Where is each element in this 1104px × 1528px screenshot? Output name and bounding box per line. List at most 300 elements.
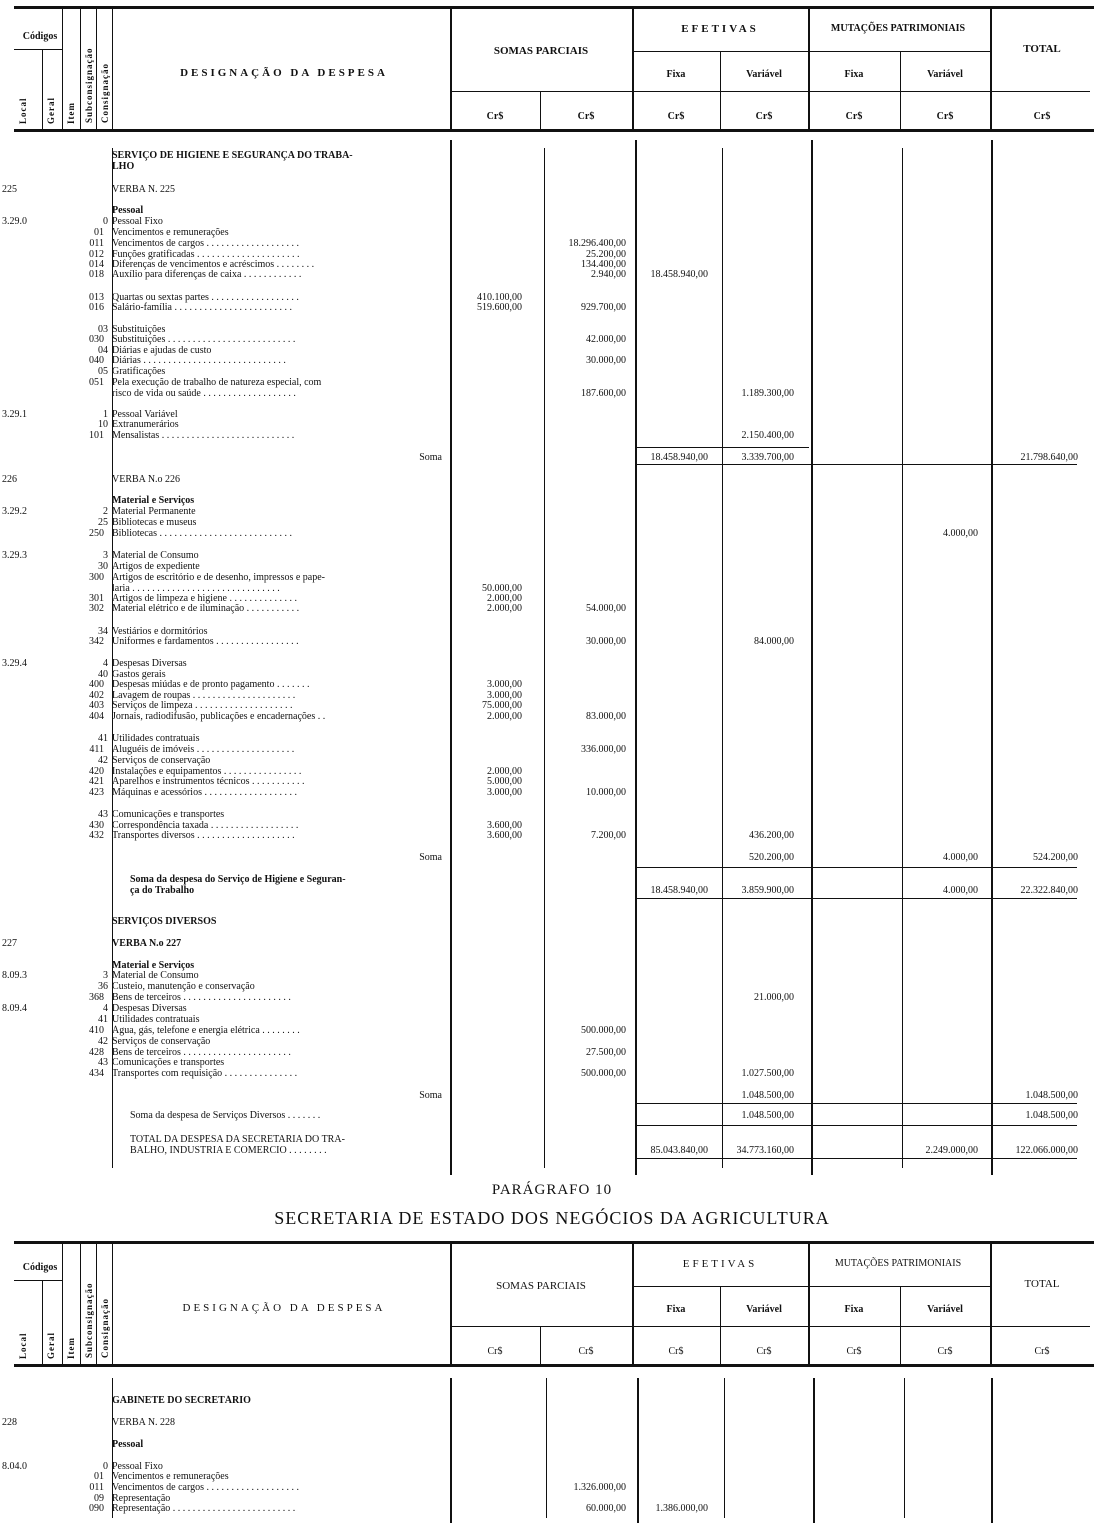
rule xyxy=(14,49,62,50)
ledger-row xyxy=(0,474,1080,485)
efetiva-variavel: 1.027.500,00 xyxy=(741,1068,794,1079)
rule xyxy=(637,1125,1077,1126)
rule xyxy=(62,9,63,129)
description: Material e Serviços xyxy=(112,960,195,971)
code-sub: 432 xyxy=(89,830,104,841)
header-somas-parciais: SOMAS PARCIAIS xyxy=(496,1280,586,1292)
rule xyxy=(96,9,97,129)
rule xyxy=(42,1280,43,1364)
ledger-row xyxy=(0,184,1080,195)
description: VERBA N.o 227 xyxy=(112,938,182,949)
description: Funções gratificadas . . . . . . . . . . . . . . . . . . . . . xyxy=(112,249,300,260)
code-sub: 301 xyxy=(89,593,104,604)
partial-sum-2: 30.000,00 xyxy=(586,355,626,366)
currency-mfixa: Cr$ xyxy=(845,111,863,122)
code-sub: 421 xyxy=(89,776,104,787)
code-sub: 423 xyxy=(89,787,104,798)
rule xyxy=(632,1286,990,1287)
ledger-row xyxy=(0,1417,1080,1428)
partial-sum-2: 1.326.000,00 xyxy=(573,1482,626,1493)
ledger-row xyxy=(0,366,1080,377)
efetiva-variavel: 21.000,00 xyxy=(754,992,794,1003)
ledger-row xyxy=(0,550,1080,561)
header-mutacoes: MUTAÇÕES PATRIMONIAIS xyxy=(834,1258,962,1269)
partial-sum-1: 3.000,00 xyxy=(487,787,522,798)
description: VERBA N. 225 xyxy=(112,184,176,195)
rule xyxy=(80,1244,81,1364)
code-sub: 250 xyxy=(89,528,104,539)
header-row xyxy=(14,6,1094,132)
ledger-row xyxy=(0,1025,1080,1036)
code-sub: 430 xyxy=(89,820,104,831)
partial-sum-2: 18.296.400,00 xyxy=(568,238,626,249)
description: Material elétrico e de iluminação . . . . . . . . . . . xyxy=(112,603,300,614)
total-value: 21.798.640,00 xyxy=(1020,452,1078,463)
description: Artigos de expediente xyxy=(112,561,200,572)
partial-sum-1: 3.600,00 xyxy=(487,830,522,841)
description: Artigos de escritório e de desenho, impressos e pape- xyxy=(112,572,325,583)
description: Soma da despesa do Serviço de Higiene e Seguran- xyxy=(130,874,346,885)
rule xyxy=(14,1280,62,1281)
code-item: 30 xyxy=(98,561,108,572)
rule xyxy=(990,1244,992,1364)
rule xyxy=(632,51,990,52)
description: Pessoal xyxy=(112,1439,144,1450)
currency-total: Cr$ xyxy=(1034,1346,1050,1357)
description: Quartas ou sextas partes . . . . . . . . . . . . . . . . . . xyxy=(112,292,299,303)
rule xyxy=(637,464,1077,465)
ledger-row xyxy=(0,377,1080,388)
ledger-row xyxy=(0,809,1080,820)
description: Soma xyxy=(419,852,442,863)
code-sub: 420 xyxy=(89,766,104,777)
code-item: 43 xyxy=(98,809,108,820)
description: Artigos de limpeza e higiene . . . . . . . . . . . . . . xyxy=(112,593,297,604)
code-sub: 411 xyxy=(89,744,104,755)
header-geral: Geral xyxy=(46,97,56,124)
description: Soma da despesa de Serviços Diversos . . . . . . . xyxy=(130,1110,321,1121)
description: Aluguéis de imóveis . . . . . . . . . . . . . . . . . . . . xyxy=(112,744,295,755)
ledger-row xyxy=(0,302,1080,313)
ledger-row xyxy=(0,355,1080,366)
description: Diferenças de vencimentos e acréscimos . . . . . . . . xyxy=(112,259,315,270)
code-sub: 368 xyxy=(89,992,104,1003)
currency-fixa: Cr$ xyxy=(667,111,685,122)
description: Pela execução de trabalho de natureza especial, com xyxy=(112,377,322,388)
description: SERVIÇOS DIVERSOS xyxy=(112,916,217,927)
ledger-row xyxy=(0,938,1080,949)
currency-var: Cr$ xyxy=(756,1346,772,1357)
description: Material de Consumo xyxy=(112,550,199,561)
ledger-row xyxy=(0,733,1080,744)
description: Aparelhos e instrumentos técnicos . . . . . . . . . . . xyxy=(112,776,305,787)
code-sub: 101 xyxy=(89,430,104,441)
header-designacao: DESIGNAÇÃO DA DESPESA xyxy=(182,1302,386,1314)
code-item: 34 xyxy=(98,626,108,637)
header-variavel-2: Variável xyxy=(927,69,963,80)
description: Jornais, radiodifusão, publicações e encadernações . . xyxy=(112,711,326,722)
rule xyxy=(80,9,81,129)
description: Gastos gerais xyxy=(112,669,166,680)
description: SERVIÇO DE HIGIENE E SEGURANÇA DO TRABA- xyxy=(112,150,353,161)
header-fixa-1: Fixa xyxy=(666,69,686,80)
ledger-row xyxy=(0,1134,1080,1145)
description: Bibliotecas . . . . . . . . . . . . . . . . . . . . . . . . . . . xyxy=(112,528,292,539)
code-local: 3.29.0 xyxy=(2,216,27,227)
code-local: 3.29.1 xyxy=(2,409,27,420)
rule xyxy=(632,1244,634,1364)
secretaria-title: SECRETARIA DE ESTADO DOS NEGÓCIOS DA AGRICULTURA xyxy=(274,1208,830,1228)
ledger-row xyxy=(0,1003,1080,1014)
ledger-row xyxy=(0,495,1080,506)
partial-sum-2: 134.400,00 xyxy=(581,259,626,270)
ledger-row xyxy=(0,711,1080,722)
rule xyxy=(540,91,541,129)
rule xyxy=(96,1244,97,1364)
partial-sum-2: 929.700,00 xyxy=(581,302,626,313)
header-geral: Geral xyxy=(46,1332,56,1359)
description: Mensalistas . . . . . . . . . . . . . . . . . . . . . . . . . . . xyxy=(112,430,295,441)
code-local: 3.29.2 xyxy=(2,506,27,517)
description: VERBA N. 228 xyxy=(112,1417,176,1428)
description: Bens de terceiros . . . . . . . . . . . . . . . . . . . . . . xyxy=(112,992,291,1003)
code-sub: 030 xyxy=(89,334,104,345)
code-local: 225 xyxy=(2,184,17,195)
code-sub: 404 xyxy=(89,711,104,722)
code-sub: 011 xyxy=(89,238,104,249)
mutacao-variavel: 4.000,00 xyxy=(943,885,978,896)
efetiva-variavel: 84.000,00 xyxy=(754,636,794,647)
description: Vencimentos de cargos . . . . . . . . . . . . . . . . . . . xyxy=(112,238,300,249)
partial-sum-1: 2.000,00 xyxy=(487,766,522,777)
code-sub: 018 xyxy=(89,269,104,280)
description: Pessoal Variável xyxy=(112,409,178,420)
description: Comunicações e transportes xyxy=(112,1057,225,1068)
mutacao-variavel: 4.000,00 xyxy=(943,528,978,539)
code-item: 3 xyxy=(103,970,108,981)
efetiva-variavel: 3.339.700,00 xyxy=(741,452,794,463)
description: Vencimentos e remunerações xyxy=(112,227,229,238)
code-sub: 011 xyxy=(89,1482,104,1493)
header-total: TOTAL xyxy=(1024,1278,1060,1290)
code-local: 3.29.4 xyxy=(2,658,27,669)
rule xyxy=(720,1286,721,1364)
description: Representação xyxy=(112,1493,171,1504)
code-item: 25 xyxy=(98,517,108,528)
code-sub: 402 xyxy=(89,690,104,701)
ledger-row xyxy=(0,150,1080,161)
code-sub: 012 xyxy=(89,249,104,260)
code-item: 40 xyxy=(98,669,108,680)
rule xyxy=(900,1286,901,1364)
partial-sum-2: 60.000,00 xyxy=(586,1503,626,1514)
ledger-row xyxy=(0,561,1080,572)
description: Transportes diversos . . . . . . . . . . . . . . . . . . . . xyxy=(112,830,295,841)
currency-p1: Cr$ xyxy=(487,1346,503,1357)
description: risco de vida ou saúde . . . . . . . . . . . . . . . . . . . xyxy=(112,388,296,399)
code-item: 36 xyxy=(98,981,108,992)
partial-sum-1: 3.000,00 xyxy=(487,679,522,690)
ledger-row xyxy=(0,1439,1080,1450)
ledger-row xyxy=(0,787,1080,798)
ledger-row xyxy=(0,1110,1080,1121)
description: Comunicações e transportes xyxy=(112,809,225,820)
ledger-row xyxy=(0,506,1080,517)
ledger-row xyxy=(0,430,1080,441)
ledger-row xyxy=(0,1145,1080,1156)
code-item: 10 xyxy=(98,419,108,430)
description: Bens de terceiros . . . . . . . . . . . . . . . . . . . . . . xyxy=(112,1047,291,1058)
partial-sum-1: 50.000,00 xyxy=(482,583,522,594)
ledger-row xyxy=(0,992,1080,1003)
description: Correspondência taxada . . . . . . . . . . . . . . . . . . xyxy=(112,820,299,831)
code-sub: 300 xyxy=(89,572,104,583)
rule xyxy=(637,1158,1077,1159)
code-item: 1 xyxy=(103,409,108,420)
partial-sum-2: 30.000,00 xyxy=(586,636,626,647)
header-local: Local xyxy=(18,97,28,124)
description: Material e Serviços xyxy=(112,495,195,506)
header-consignacao: Consignação xyxy=(100,1297,110,1358)
header-item: Item xyxy=(66,1337,76,1359)
ledger-row xyxy=(0,874,1080,885)
table-header-1 xyxy=(14,6,1094,131)
code-item: 4 xyxy=(103,1003,108,1014)
ledger-row xyxy=(0,1471,1080,1482)
ledger-row xyxy=(0,334,1080,345)
ledger-row xyxy=(0,970,1080,981)
ledger-row xyxy=(0,1057,1080,1068)
efetiva-variavel: 2.150.400,00 xyxy=(741,430,794,441)
paragraph-heading: PARÁGRAFO 10 xyxy=(491,1182,613,1198)
header-codigos: Códigos xyxy=(22,31,58,42)
efetiva-fixa: 1.386.000,00 xyxy=(655,1503,708,1514)
rule xyxy=(62,1244,63,1364)
code-sub: 342 xyxy=(89,636,104,647)
rule xyxy=(450,1244,452,1364)
ledger-row xyxy=(0,830,1080,841)
code-sub: 302 xyxy=(89,603,104,614)
mutacao-variavel: 4.000,00 xyxy=(943,852,978,863)
partial-sum-1: 75.000,00 xyxy=(482,700,522,711)
ledger-row xyxy=(0,1482,1080,1493)
description: Transportes com requisição . . . . . . . . . . . . . . . xyxy=(112,1068,298,1079)
description: Custeio, manutenção e conservação xyxy=(112,981,255,992)
header-designacao: DESIGNAÇÃO DA DESPESA xyxy=(180,67,388,79)
description: Despesas miúdas e de pronto pagamento . . . . . . . xyxy=(112,679,310,690)
description: Soma xyxy=(419,1090,442,1101)
ledger-row xyxy=(0,528,1080,539)
partial-sum-2: 42.000,00 xyxy=(586,334,626,345)
description: Utilidades contratuais xyxy=(112,733,200,744)
header-efetivas: EFETIVAS xyxy=(681,23,759,35)
rule xyxy=(637,867,1077,868)
code-sub: 051 xyxy=(89,377,104,388)
header-mutacoes: MUTAÇÕES PATRIMONIAIS xyxy=(830,23,966,34)
efetiva-variavel: 1.189.300,00 xyxy=(741,388,794,399)
code-sub: 090 xyxy=(89,1503,104,1514)
partial-sum-1: 3.000,00 xyxy=(487,690,522,701)
currency-mvar: Cr$ xyxy=(936,111,954,122)
ledger-row xyxy=(0,603,1080,614)
rule xyxy=(112,9,113,129)
ledger-row xyxy=(0,227,1080,238)
header-fixa-2: Fixa xyxy=(844,69,864,80)
code-item: 0 xyxy=(103,216,108,227)
header-somas-parciais: SOMAS PARCIAIS xyxy=(493,45,589,57)
efetiva-variavel: 1.048.500,00 xyxy=(741,1090,794,1101)
code-sub: 040 xyxy=(89,355,104,366)
description: laria . . . . . . . . . . . . . . . . . . . . . . . . . . . . . . xyxy=(112,583,280,594)
code-local: 8.09.4 xyxy=(2,1003,27,1014)
description: Lavagem de roupas . . . . . . . . . . . . . . . . . . . . . xyxy=(112,690,296,701)
partial-sum-1: 2.000,00 xyxy=(487,711,522,722)
code-sub: 400 xyxy=(89,679,104,690)
rule xyxy=(720,51,721,129)
description: Gratificações xyxy=(112,366,166,377)
total-value: 1.048.500,00 xyxy=(1025,1090,1078,1101)
partial-sum-2: 500.000,00 xyxy=(581,1068,626,1079)
total-value: 1.048.500,00 xyxy=(1025,1110,1078,1121)
ledger-row xyxy=(0,700,1080,711)
efetiva-fixa: 85.043.840,00 xyxy=(650,1145,708,1156)
header-subconsignacao: Subconsignação xyxy=(84,1282,94,1358)
description: BALHO, INDUSTRIA E COMERCIO . . . . . . . . xyxy=(130,1145,327,1156)
ledger-row xyxy=(0,885,1080,896)
code-sub: 01 xyxy=(94,1471,104,1482)
rule xyxy=(637,447,809,448)
description: Pessoal Fixo xyxy=(112,216,163,227)
code-local: 227 xyxy=(2,938,17,949)
rule xyxy=(900,51,901,129)
table-header-2 xyxy=(14,1241,1094,1366)
code-local: 3.29.3 xyxy=(2,550,27,561)
description: Despesas Diversas xyxy=(112,658,187,669)
partial-sum-1: 5.000,00 xyxy=(487,776,522,787)
efetiva-variavel: 1.048.500,00 xyxy=(741,1110,794,1121)
code-sub: 410 xyxy=(89,1025,104,1036)
rule xyxy=(450,1326,1090,1327)
rule xyxy=(808,1244,810,1364)
partial-sum-2: 7.200,00 xyxy=(591,830,626,841)
currency-p1: Cr$ xyxy=(486,111,504,122)
header-consignacao: Consignação xyxy=(100,62,110,123)
ledger-row xyxy=(0,269,1080,280)
rule xyxy=(450,9,452,129)
description: Auxílio para diferenças de caixa . . . . . . . . . . . . xyxy=(112,269,302,280)
description: Diárias e ajudas de custo xyxy=(112,345,212,356)
currency-total: Cr$ xyxy=(1033,111,1051,122)
total-value: 524.200,00 xyxy=(1033,852,1078,863)
header-codigos: Códigos xyxy=(22,1262,58,1273)
code-item: 42 xyxy=(98,755,108,766)
code-item: 41 xyxy=(98,1014,108,1025)
mutacao-variavel: 2.249.000,00 xyxy=(925,1145,978,1156)
header-variavel-1: Variável xyxy=(746,1304,782,1315)
rule xyxy=(808,9,810,129)
partial-sum-2: 187.600,00 xyxy=(581,388,626,399)
ledger-row xyxy=(0,452,1080,463)
ledger-row xyxy=(0,1090,1080,1101)
currency-mfixa: Cr$ xyxy=(846,1346,862,1357)
header-item: Item xyxy=(66,102,76,124)
ledger-row xyxy=(0,572,1080,583)
description: Água, gás, telefone e energia elétrica . . . . . . . . xyxy=(112,1025,300,1036)
description: Utilidades contratuais xyxy=(112,1014,200,1025)
rule xyxy=(990,9,992,129)
ledger-row xyxy=(0,636,1080,647)
partial-sum-2: 336.000,00 xyxy=(581,744,626,755)
total-value: 122.066.000,00 xyxy=(1015,1145,1078,1156)
code-local: 8.09.3 xyxy=(2,970,27,981)
rule xyxy=(632,9,634,129)
partial-sum-2: 25.200,00 xyxy=(586,249,626,260)
description: ça do Trabalho xyxy=(130,885,195,896)
header-fixa-2: Fixa xyxy=(844,1304,864,1315)
efetiva-fixa: 18.458.940,00 xyxy=(650,885,708,896)
description: Bibliotecas e museus xyxy=(112,517,197,528)
partial-sum-2: 10.000,00 xyxy=(586,787,626,798)
description: Material Permanente xyxy=(112,506,196,517)
rule xyxy=(42,49,43,129)
description: Representação . . . . . . . . . . . . . . . . . . . . . . . . . xyxy=(112,1503,296,1514)
ledger-row xyxy=(0,776,1080,787)
ledger-row xyxy=(0,1395,1080,1406)
code-item: 3 xyxy=(103,550,108,561)
partial-sum-1: 2.000,00 xyxy=(487,603,522,614)
code-item: 03 xyxy=(98,324,108,335)
description: GABINETE DO SECRETÁRIO xyxy=(112,1395,251,1406)
description: Serviços de conservação xyxy=(112,755,211,766)
ledger-row xyxy=(0,1503,1080,1514)
total-value: 22.322.840,00 xyxy=(1020,885,1078,896)
description: Despesas Diversas xyxy=(112,1003,187,1014)
partial-sum-2: 83.000,00 xyxy=(586,711,626,722)
ledger-row xyxy=(0,238,1080,249)
partial-sum-2: 2.940,00 xyxy=(591,269,626,280)
code-item: 0 xyxy=(103,1461,108,1472)
code-sub: 403 xyxy=(89,700,104,711)
code-sub: 428 xyxy=(89,1047,104,1058)
code-sub: 016 xyxy=(89,302,104,313)
header-efetivas: EFETIVAS xyxy=(682,1258,758,1270)
ledger-row xyxy=(0,755,1080,766)
rule xyxy=(450,91,1090,92)
ledger-row xyxy=(0,744,1080,755)
efetiva-variavel: 520.200,00 xyxy=(749,852,794,863)
code-item: 42 xyxy=(98,1036,108,1047)
ledger-row xyxy=(0,205,1080,216)
ledger-row xyxy=(0,216,1080,227)
ledger-row xyxy=(0,1014,1080,1025)
header-variavel-1: Variável xyxy=(746,69,782,80)
currency-p2: Cr$ xyxy=(577,111,595,122)
partial-sum-1: 3.600,00 xyxy=(487,820,522,831)
code-sub: 09 xyxy=(94,1493,104,1504)
efetiva-variavel: 436.200,00 xyxy=(749,830,794,841)
partial-sum-2: 500.000,00 xyxy=(581,1025,626,1036)
currency-mvar: Cr$ xyxy=(937,1346,953,1357)
partial-sum-1: 519.600,00 xyxy=(477,302,522,313)
efetiva-fixa: 18.458.940,00 xyxy=(650,269,708,280)
code-item: 04 xyxy=(98,345,108,356)
efetiva-variavel: 34.773.160,00 xyxy=(736,1145,794,1156)
ledger-row xyxy=(0,679,1080,690)
description: Vestiários e dormitórios xyxy=(112,626,208,637)
code-item: 43 xyxy=(98,1057,108,1068)
description: LHO xyxy=(112,161,135,172)
rule xyxy=(637,898,1077,899)
